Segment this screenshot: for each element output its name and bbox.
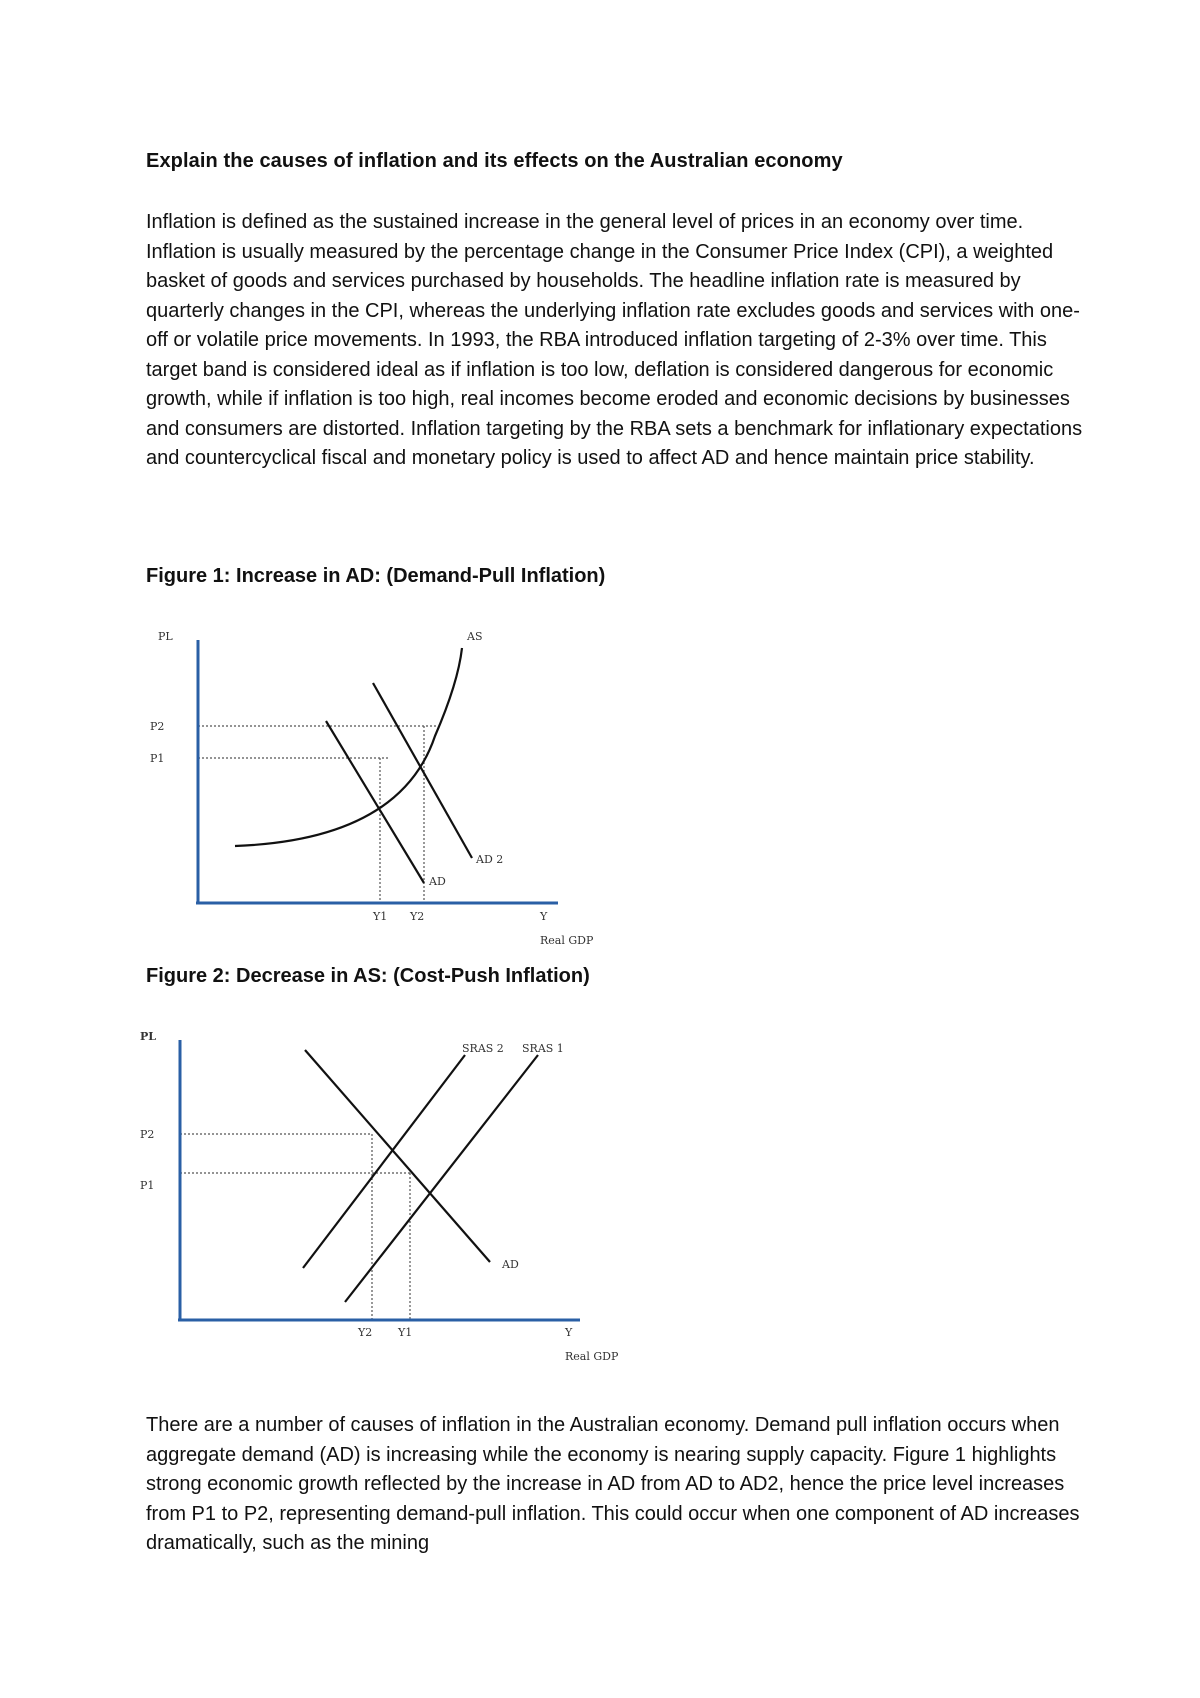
fig1-x-axis-label: Y (540, 910, 548, 923)
figure-1-diagram (140, 618, 600, 948)
as-curve (235, 648, 462, 846)
fig1-x-title: Real GDP (540, 934, 594, 947)
sras2-curve (303, 1055, 465, 1268)
fig2-y1-label: Y1 (398, 1326, 413, 1339)
fig1-y-axis-label: PL (158, 630, 173, 643)
intro-paragraph: Inflation is defined as the sustained increase in the general level of prices in an economy over time. Inflation is usually measured by the percentage change in the Consumer Price Index (CPI), a weighted basket of goods and services purchased by households. The headline inflation rate is measured by quarterly changes in the CPI, whereas the underlying inflation rate excludes goods and services with one-off or volatile price movements. In 1993, the RBA introduced inflation targeting of 2-3% over time. This target band is considered ideal as if inflation is too low, deflation is considered dangerous for economic growth, while if inflation is too high, real incomes become eroded and economic decisions by businesses and consumers are distorted. Inflation targeting by the RBA sets a benchmark for inflationary expectations and countercyclical fiscal and monetary policy is used to affect AD and hence maintain price stability. (146, 211, 1083, 469)
fig1-p2-label: P2 (150, 720, 165, 733)
fig2-p2-label: P2 (140, 1128, 155, 1141)
fig2-x-axis-label: Y (565, 1326, 573, 1339)
fig1-as-label: AS (467, 630, 483, 643)
fig2-sras1-label: SRAS 1 (522, 1042, 564, 1055)
fig2-y2-label: Y2 (358, 1326, 373, 1339)
fig2-ad-label: AD (502, 1258, 519, 1271)
ad2-curve (373, 683, 472, 858)
fig1-y1-label: Y1 (373, 910, 388, 923)
fig2-y-axis-label: PL (140, 1030, 157, 1043)
fig2-x-title: Real GDP (565, 1350, 619, 1363)
figure-2-caption: Figure 2: Decrease in AS: (Cost-Push Inflation) (146, 965, 590, 987)
fig1-y2-label: Y2 (410, 910, 425, 923)
causes-paragraph: There are a number of causes of inflation in the Australian economy. Demand pull inflation occurs when aggregate demand (AD) is increasing while the economy is nearing supply capacity. Figure 1 highlights strong economic growth reflected by the increase in AD from AD to AD2, hence the price level increases from P1 to P2, representing demand-pull inflation. This could occur when one component of AD increases dramatically, such as the mining (146, 1414, 1080, 1554)
fig1-p1-label: P1 (150, 752, 165, 765)
figure-1-caption: Figure 1: Increase in AD: (Demand-Pull Inflation) (146, 565, 606, 587)
fig1-ad-label: AD (429, 875, 446, 888)
figure-2-diagram (140, 1010, 620, 1380)
fig2-sras2-label: SRAS 2 (462, 1042, 504, 1055)
document-title: Explain the causes of inflation and its effects on the Australian economy (146, 150, 843, 172)
fig2-p1-label: P1 (140, 1179, 155, 1192)
fig1-ad2-label: AD 2 (476, 853, 504, 866)
